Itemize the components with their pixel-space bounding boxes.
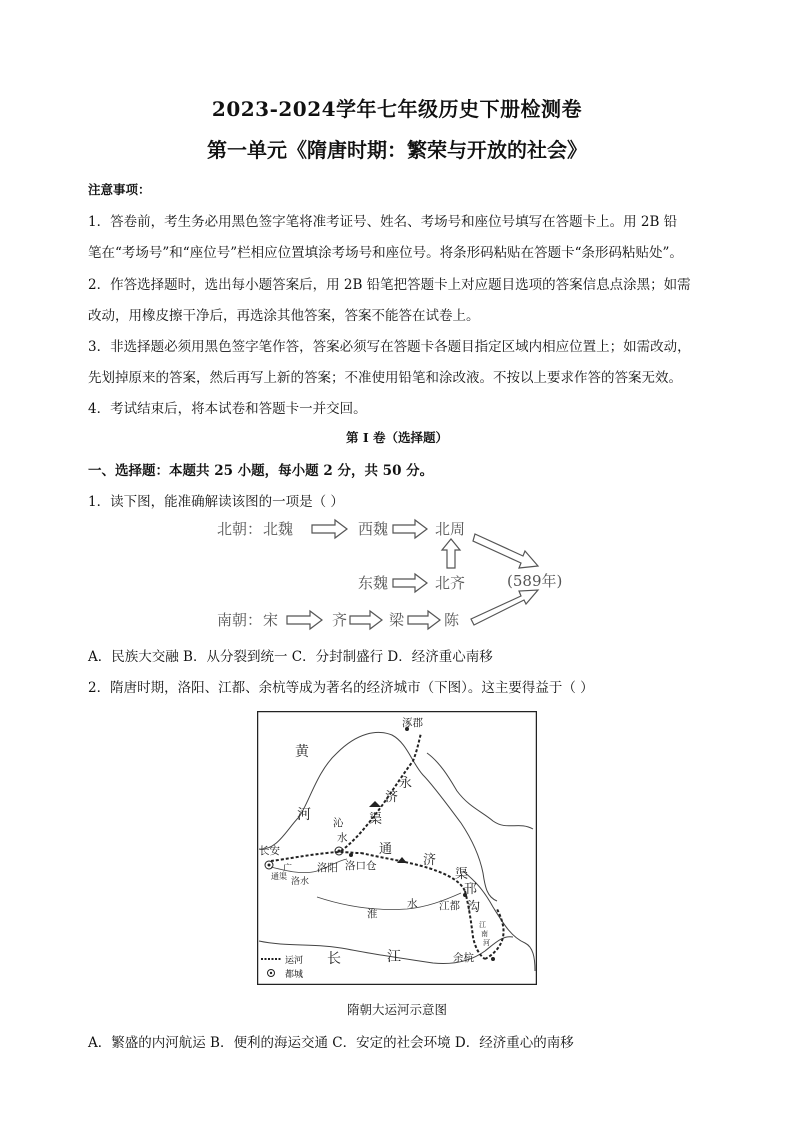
notes-heading: 注意事项：	[88, 182, 151, 197]
label-jiangnan-3: 河	[483, 939, 490, 947]
dynasty-diagram	[205, 510, 605, 635]
south-dynasty-4: 陈	[444, 611, 460, 629]
note-4: 4．考试结束后，将本试卷和答题卡一并交回。	[88, 401, 367, 417]
city-dot	[491, 957, 495, 961]
arrow-icon	[393, 520, 427, 538]
arrow-icon	[471, 590, 538, 625]
section-heading: 一、选择题：本题共 25 小题，每小题 2 分，共 50 分。	[88, 463, 434, 479]
label-yong: 永	[399, 776, 413, 791]
south-dynasty-3: 梁	[389, 611, 405, 629]
label-jiangdu: 江都	[439, 900, 460, 912]
note-1-line-2: 笔在“考场号”和“座位号”栏相应位置填涂考场号和座位号。将条形码粘贴在答题卡“条形码粘贴处”。	[88, 245, 683, 261]
note-2-line-2: 改动，用橡皮擦干净后，再选涂其他答案，答案不能答在试卷上。	[88, 308, 480, 324]
unit-title: 第一单元《隋唐时期：繁荣与开放的社会》	[207, 138, 587, 162]
question-2-options: A．繁盛的内河航运 B．便利的海运交通 C．安定的社会环境 D．经济重心的南移	[88, 1035, 574, 1051]
label-ji-1: 济	[385, 790, 399, 805]
unification-year: (589年)	[507, 572, 563, 590]
label-guangtong-2: 通渠	[271, 872, 287, 881]
label-gou: 沟	[467, 900, 481, 915]
legend-canal: 运河	[285, 956, 304, 966]
south-label: 南朝：	[217, 611, 263, 629]
label-guangtong-1: 广	[283, 864, 293, 874]
arrow-icon	[473, 534, 538, 568]
north-dynasty-1: 北魏	[263, 520, 294, 538]
label-changan: 长安	[259, 845, 280, 857]
arrow-icon	[287, 611, 322, 629]
east-dynasty-1: 东魏	[358, 574, 389, 592]
question-1-options: A．民族大交融 B．从分裂到统一 C．分封制盛行 D．经济重心南移	[88, 649, 493, 665]
hollow-arrows	[287, 520, 538, 629]
note-2-line-1: 2．作答选择题时，选出每小题答案后，用 2B 铅笔把答题卡上对应题目选项的答案信息点涂黑；如需	[88, 277, 691, 293]
label-shui: 水	[337, 832, 348, 844]
label-ji-2: 济	[423, 853, 437, 868]
question-1-stem: 1．读下图，能准确解读该图的一项是（ ）	[88, 494, 344, 510]
label-luoyang: 洛阳	[317, 862, 338, 874]
map-caption: 隋朝大运河示意图	[346, 1002, 447, 1017]
label-huai: 淮	[367, 908, 378, 920]
label-jiang: 江	[387, 949, 401, 965]
question-2-stem: 2．隋唐时期，洛阳、江都、余杭等成为著名的经济城市（下图）。这主要得益于（ ）	[88, 680, 594, 696]
city-dot	[349, 853, 353, 857]
exam-title: 2023-2024学年七年级历史下册检测卷	[211, 97, 583, 121]
label-tong: 通	[379, 842, 393, 857]
north-label: 北朝：	[217, 520, 263, 538]
east-dynasty-2: 北齐	[435, 574, 466, 592]
sui-canal-map	[257, 711, 537, 985]
legend-capital: 都城	[285, 970, 304, 980]
label-han: 邗	[464, 882, 478, 897]
north-dynasty-2: 西魏	[358, 520, 389, 538]
label-qu-2: 渠	[455, 867, 469, 882]
south-dynasty-1: 宋	[263, 611, 279, 629]
label-jiangnan-1: 江	[479, 921, 486, 929]
label-huang: 黄	[295, 744, 309, 760]
arrow-icon	[350, 611, 382, 629]
note-3-line-1: 3．非选择题必须用黑色签字笔作答，答案必须写在答题卡各题目指定区域内相应位置上；如需改动，	[88, 339, 691, 355]
label-jiangnan-2: 南	[481, 930, 488, 938]
label-shui-2: 水	[407, 898, 418, 910]
arrow-icon	[312, 520, 347, 538]
part-1-title: 第 I 卷（选择题）	[345, 430, 449, 445]
label-zhuojun: 涿郡	[402, 717, 423, 729]
south-dynasty-2: 齐	[332, 611, 348, 629]
arrow-icon	[442, 539, 460, 568]
label-luokoucang: 洛口仓	[345, 860, 377, 872]
note-1-line-1: 1．答卷前，考生务必用黑色签字笔将准考证号、姓名、考场号和座位号填写在答题卡上。用 2B 铅	[88, 214, 678, 230]
arrow-icon	[393, 574, 427, 592]
label-yuhang: 余杭	[453, 952, 474, 964]
note-3-line-2: 先划掉原来的答案，然后再写上新的答案；不准使用铅笔和涂改液。不按以上要求作答的答案无效。	[88, 370, 682, 386]
label-he: 河	[297, 807, 311, 823]
north-dynasty-3: 北周	[435, 520, 466, 538]
label-chang: 长	[327, 951, 341, 967]
arrow-icon	[408, 611, 440, 629]
label-luoshui: 洛水	[291, 877, 310, 887]
label-qu-1: 渠	[369, 812, 383, 827]
label-qin: 沁	[333, 817, 344, 829]
